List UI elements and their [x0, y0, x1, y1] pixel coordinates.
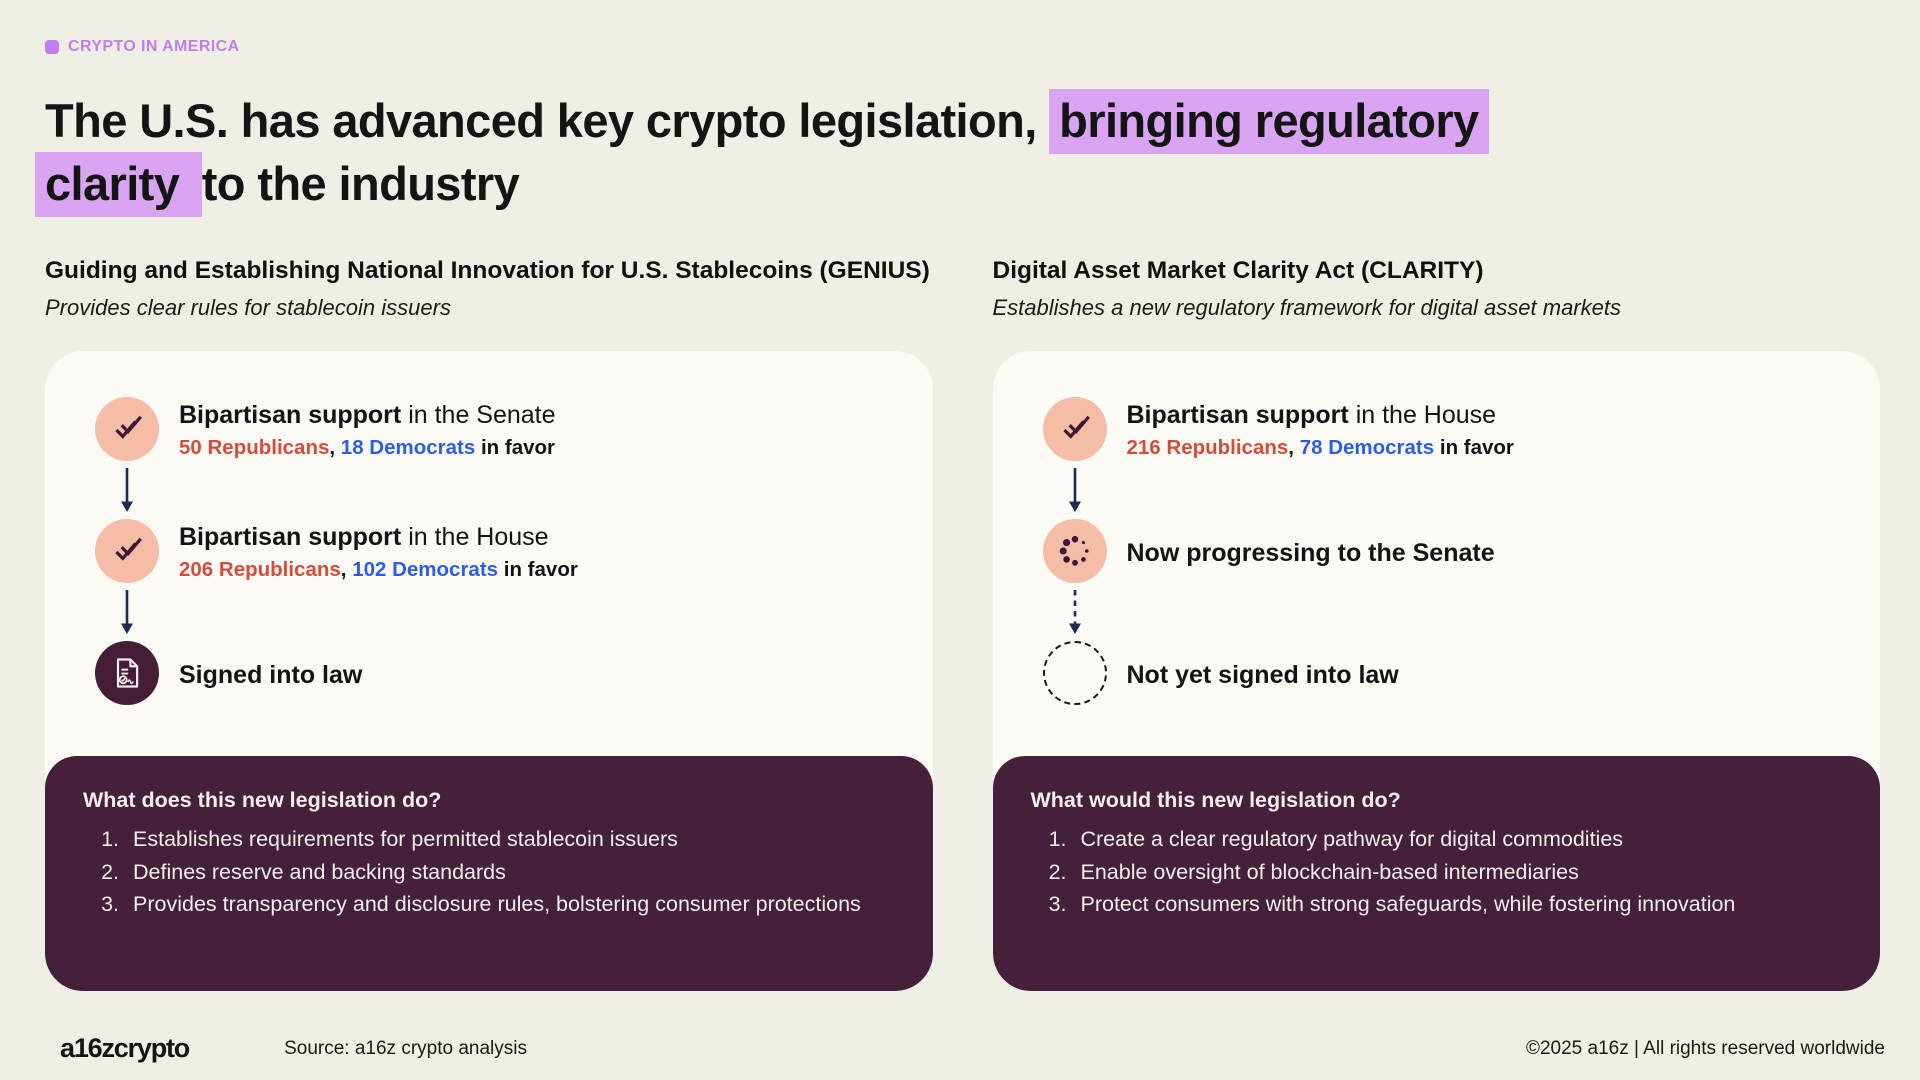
step-title	[1127, 660, 1399, 690]
step-text	[179, 519, 578, 582]
clarity-card	[993, 351, 1881, 991]
republicans-count: 216 Republicans	[1126, 436, 1289, 459]
double-check-icon	[95, 519, 159, 583]
summary-item: 2. Defines reserve and backing standards	[125, 856, 891, 889]
title-highlight-2: clarity	[35, 152, 202, 217]
down-arrow-icon	[1068, 468, 1841, 512]
empty-dashed-circle-icon	[1043, 641, 1107, 705]
progress-spinner-icon	[1043, 519, 1107, 583]
summary-item: 2. Enable oversight of blockchain-based intermediaries	[1073, 856, 1839, 889]
page-title	[45, 90, 1835, 215]
genius-subtitle: Provides clear rules for stablecoin issuers	[45, 295, 451, 320]
double-check-icon	[1043, 397, 1107, 461]
step-title-bold: Signed into law	[179, 660, 363, 689]
step-title	[1127, 538, 1495, 568]
summary-item: 3. Protect consumers with strong safeguards, while fostering innovation	[1073, 888, 1839, 921]
step-vote-stats	[179, 436, 556, 460]
genius-card	[45, 351, 933, 991]
genius-flow	[45, 351, 933, 756]
down-arrow-icon	[120, 468, 893, 512]
step-title	[179, 660, 362, 690]
republicans-count: 206 Republicans	[179, 558, 341, 581]
step-title-rest: in the House	[401, 523, 549, 551]
columns	[45, 257, 1880, 991]
step-title	[1127, 400, 1514, 430]
step-title-rest: in the House	[1348, 401, 1497, 429]
source-text: Source: a16z crypto analysis	[284, 1037, 527, 1059]
genius-step-house	[95, 519, 893, 583]
clarity-step-house	[1043, 397, 1841, 461]
step-title-bold: Not yet signed into law	[1126, 660, 1399, 689]
clarity-step-not-signed	[1043, 641, 1841, 705]
genius-summary-box	[45, 756, 933, 991]
title-tail: to the industry	[201, 156, 520, 210]
step-vote-stats	[179, 558, 578, 582]
separator: ,	[1288, 436, 1300, 459]
step-text	[1127, 397, 1514, 460]
title-lead: The U.S. has advanced key crypto legislation,	[45, 94, 1050, 147]
clarity-subtitle: Establishes a new regulatory framework for digital asset markets	[992, 295, 1621, 320]
republicans-count: 50 Republicans	[179, 436, 330, 459]
genius-step-signed	[95, 641, 893, 705]
separator: ,	[340, 558, 353, 581]
clarity-heading: Digital Asset Market Clarity Act (CLARITY)	[992, 257, 1484, 284]
summary-item: 1. Establishes requirements for permitted stablecoin issuers	[125, 823, 891, 856]
step-title-rest: in the Senate	[401, 401, 556, 429]
summary-list	[83, 823, 891, 921]
clarity-summary-box	[993, 756, 1881, 991]
kicker-tag	[45, 38, 1880, 56]
tag-label: CRYPTO IN AMERICA	[68, 38, 240, 55]
clarity-step-progressing	[1043, 519, 1841, 583]
in-favor: in favor	[475, 436, 556, 459]
step-title-bold: Bipartisan support	[1126, 401, 1349, 429]
separator: ,	[329, 436, 341, 459]
signed-document-icon	[95, 641, 159, 705]
summary-item: 3. Provides transparency and disclosure rules, bolstering consumer protections	[125, 888, 891, 921]
step-title-bold: Bipartisan support	[179, 523, 402, 551]
clarity-column	[993, 257, 1881, 991]
summary-box-heading: What would this new legislation do?	[1030, 788, 1401, 812]
democrats-count: 102 Democrats	[352, 558, 499, 581]
genius-heading: Guiding and Establishing National Innovation for U.S. Stablecoins (GENIUS)	[45, 257, 930, 284]
summary-list	[1031, 823, 1839, 921]
step-title-bold: Now progressing to the Senate	[1126, 538, 1495, 567]
step-title	[179, 400, 556, 430]
copyright-text: ©2025 a16z | All rights reserved worldwide	[1525, 1037, 1885, 1059]
in-favor: in favor	[1434, 436, 1514, 459]
step-vote-stats	[1127, 436, 1514, 460]
summary-item: 1. Create a clear regulatory pathway for digital commodities	[1073, 823, 1839, 856]
genius-column	[45, 257, 933, 991]
a16zcrypto-logo: a16zcrypto	[60, 1033, 190, 1063]
clarity-flow	[993, 351, 1881, 756]
footer	[60, 1033, 1885, 1064]
title-highlight-1: bringing regulatory	[1049, 89, 1488, 154]
step-title-bold: Bipartisan support	[179, 401, 402, 429]
step-title	[179, 522, 578, 552]
democrats-count: 18 Democrats	[340, 436, 476, 459]
in-favor: in favor	[498, 558, 578, 581]
tag-square-icon	[45, 40, 59, 54]
summary-box-heading: What does this new legislation do?	[83, 788, 442, 812]
down-arrow-icon	[120, 590, 893, 634]
dashed-down-arrow-icon	[1068, 590, 1841, 634]
genius-step-senate	[95, 397, 893, 461]
double-check-icon	[95, 397, 159, 461]
democrats-count: 78 Democrats	[1299, 436, 1435, 459]
step-text	[179, 397, 556, 460]
